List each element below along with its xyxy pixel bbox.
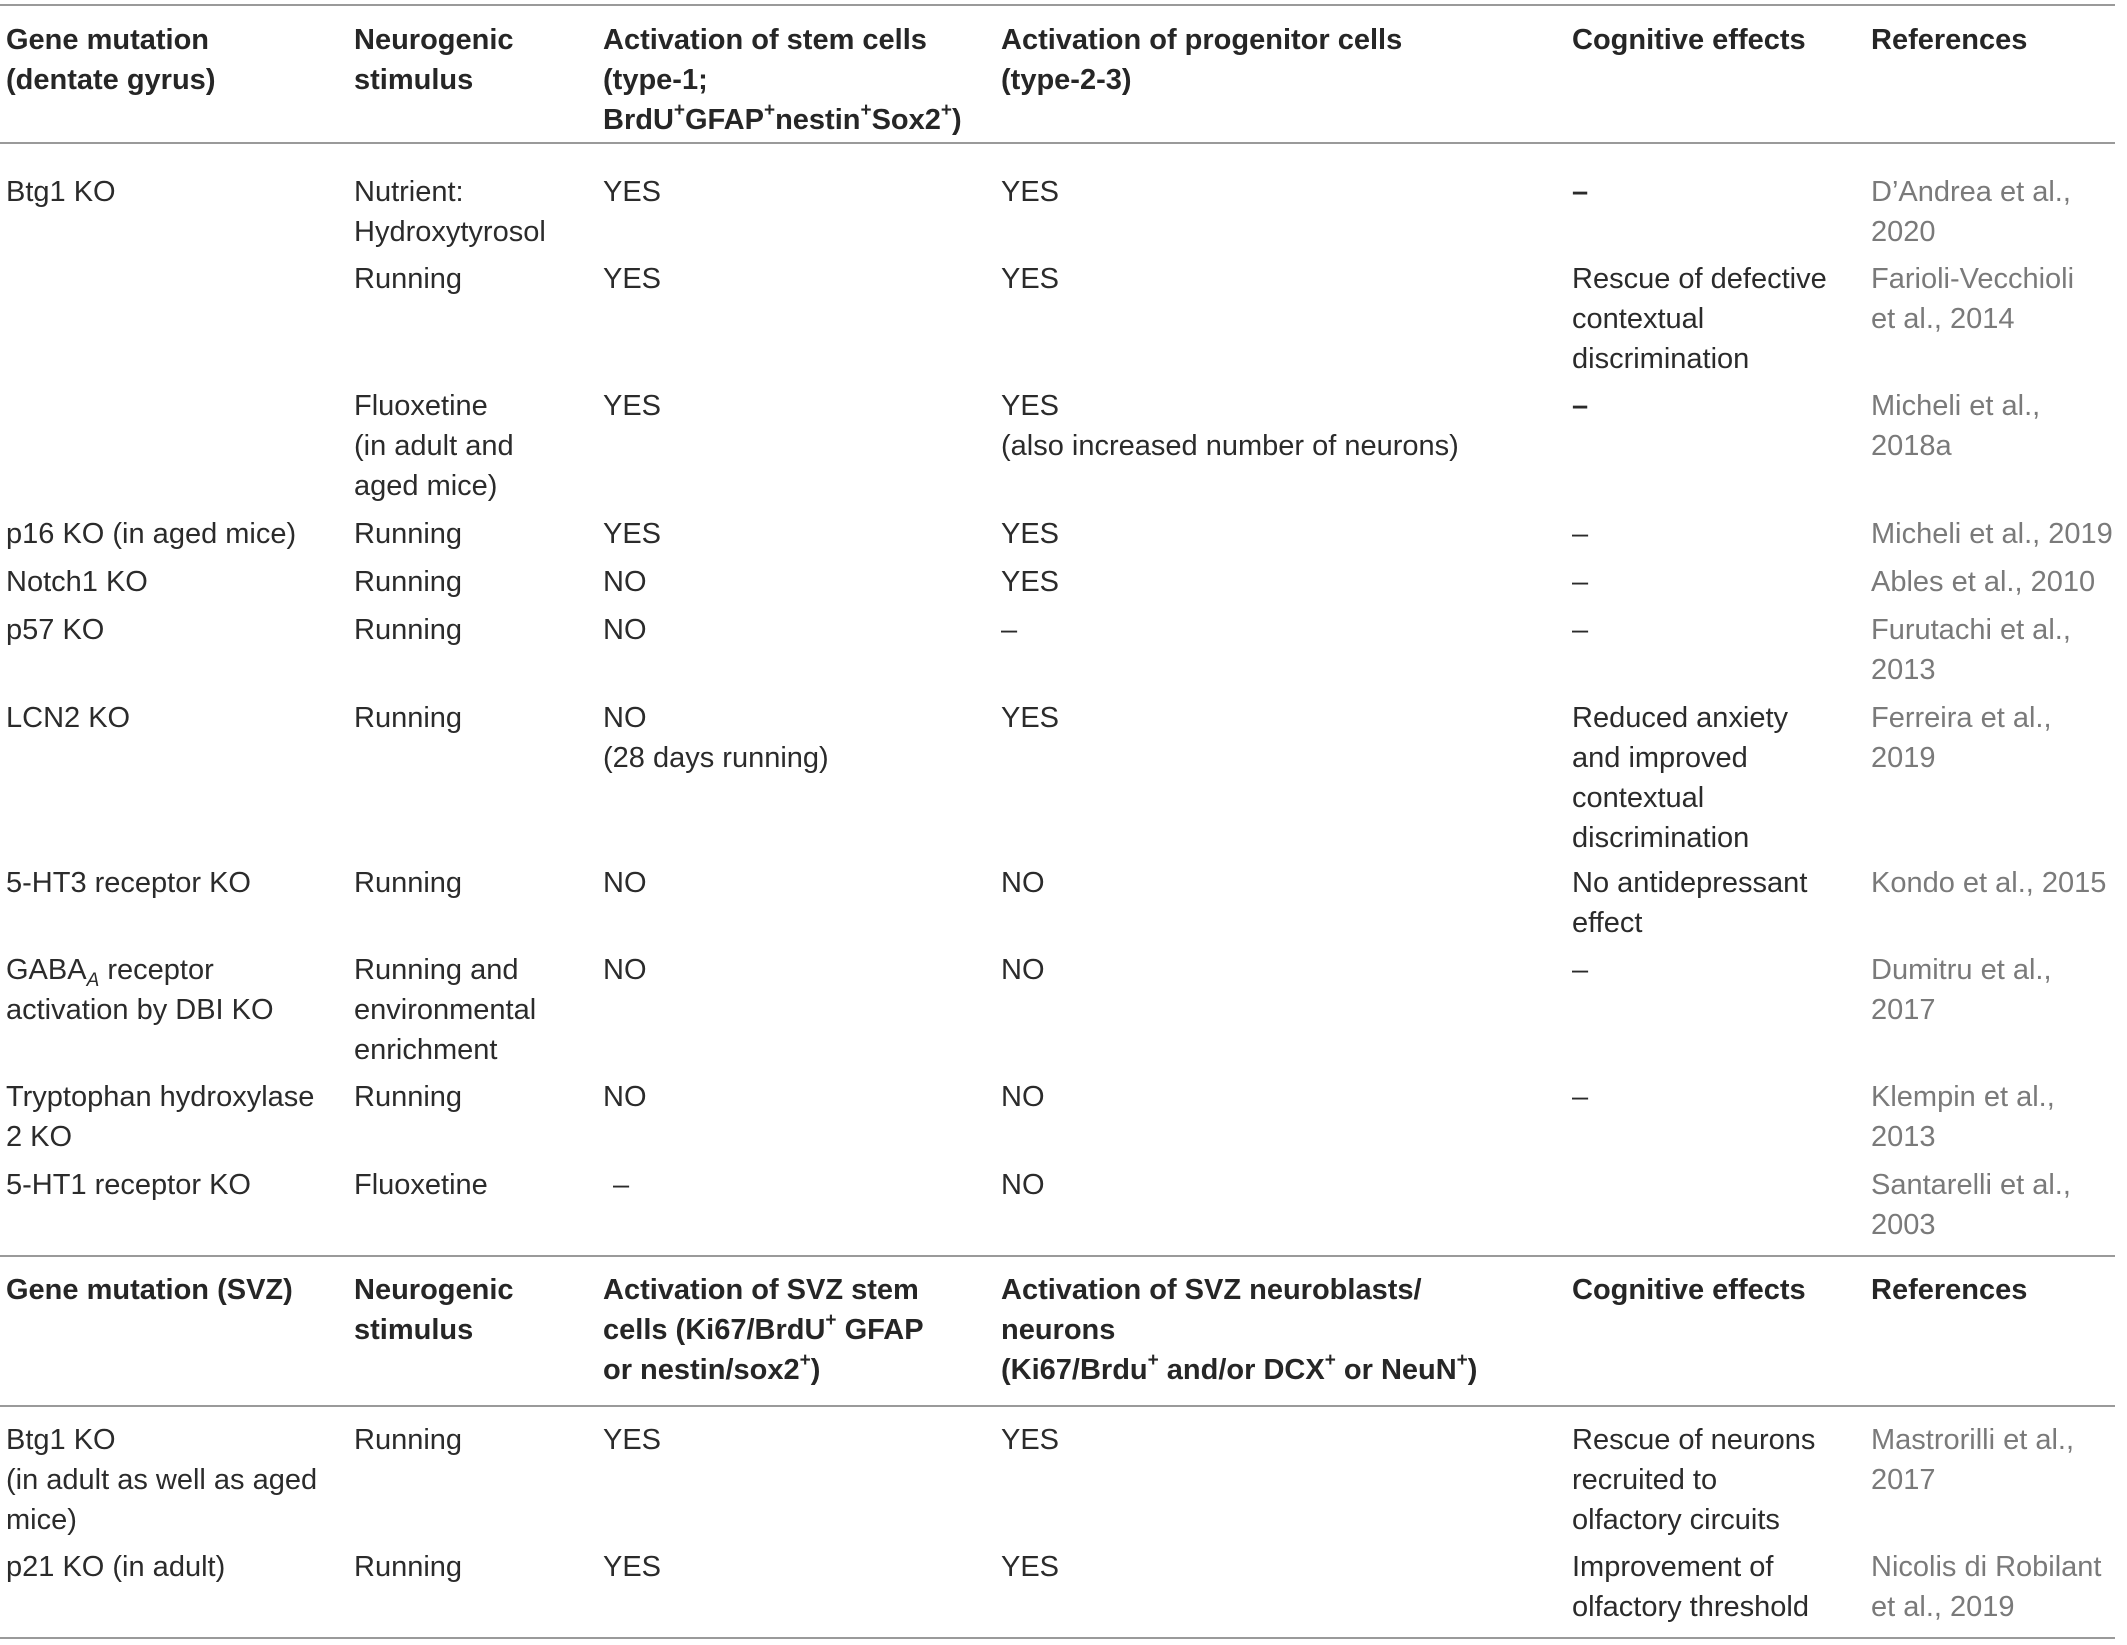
stimulus-cell: Running xyxy=(354,702,463,734)
header-cognitive-effects: Cognitive effects xyxy=(1572,24,1806,56)
gene-cell: p21 KO (in adult) xyxy=(6,1551,226,1583)
cognitive-cell: Reduced anxiety and improved contextual discrimination xyxy=(1572,702,1789,854)
cognitive-cell: – xyxy=(1572,390,1589,422)
header-stem-cell-activation: Activation of stem cells (type-1; BrdU+GFAP+nestin+Sox2+) xyxy=(603,24,962,136)
header-references-svz: References xyxy=(1871,1274,2028,1306)
stem-cell: YES xyxy=(603,390,662,422)
stimulus-cell: Nutrient: Hydroxytyrosol xyxy=(354,176,546,248)
stem-cell: – xyxy=(613,1169,630,1201)
table-bottom-rule xyxy=(0,1637,2115,1639)
reference-cell: Ferreira et al., 2019 xyxy=(1871,702,2052,774)
header-rule-svz xyxy=(0,1405,2115,1407)
gene-cell: Tryptophan hydroxylase 2 KO xyxy=(6,1081,315,1153)
reference-cell: Furutachi et al., 2013 xyxy=(1871,614,2071,686)
stem-cell: YES xyxy=(603,1424,662,1456)
gene-cell: Btg1 KO xyxy=(6,176,116,208)
gene-cell: p16 KO (in aged mice) xyxy=(6,518,297,550)
stem-cell: NO (28 days running) xyxy=(603,702,829,774)
cognitive-cell: Rescue of defective contextual discrimination xyxy=(1572,263,1827,375)
stimulus-cell: Running xyxy=(354,614,463,646)
stem-cell: NO xyxy=(603,867,647,899)
progenitor-cell: YES xyxy=(1001,518,1060,550)
progenitor-cell: YES (also increased number of neurons) xyxy=(1001,390,1459,462)
header-neurogenic-stimulus: Neurogenic stimulus xyxy=(354,24,514,96)
progenitor-cell: YES xyxy=(1001,263,1060,295)
reference-cell: Klempin et al., 2013 xyxy=(1871,1081,2055,1153)
header-cognitive-effects-svz: Cognitive effects xyxy=(1572,1274,1806,1306)
progenitor-cell: YES xyxy=(1001,1551,1060,1583)
stem-cell: NO xyxy=(603,1081,647,1113)
table-top-rule xyxy=(0,4,2115,6)
header-progenitor-activation: Activation of progenitor cells (type-2-3) xyxy=(1001,24,1403,96)
progenitor-cell: YES xyxy=(1001,566,1060,598)
reference-cell: Farioli-Vecchioli et al., 2014 xyxy=(1871,263,2075,335)
stem-cell: YES xyxy=(603,1551,662,1583)
stimulus-cell: Running xyxy=(354,1551,463,1583)
stimulus-cell: Running and environmental enrichment xyxy=(354,954,537,1066)
header-neurogenic-stimulus-svz: Neurogenic stimulus xyxy=(354,1274,514,1346)
cognitive-cell: – xyxy=(1572,176,1589,208)
stem-cell: NO xyxy=(603,954,647,986)
stimulus-cell: Running xyxy=(354,867,463,899)
progenitor-cell: NO xyxy=(1001,1169,1045,1201)
cognitive-cell: – xyxy=(1572,614,1589,646)
reference-cell: Kondo et al., 2015 xyxy=(1871,867,2107,899)
progenitor-cell: YES xyxy=(1001,702,1060,734)
stimulus-cell: Fluoxetine (in adult and aged mice) xyxy=(354,390,514,502)
stem-cell: NO xyxy=(603,614,647,646)
gene-cell: Notch1 KO xyxy=(6,566,148,598)
stimulus-cell: Running xyxy=(354,1424,463,1456)
stem-cell: YES xyxy=(603,518,662,550)
header-gene-mutation: Gene mutation (dentate gyrus) xyxy=(6,24,216,96)
progenitor-cell: NO xyxy=(1001,867,1045,899)
gene-cell: 5-HT1 receptor KO xyxy=(6,1169,251,1201)
cognitive-cell: Rescue of neurons recruited to olfactory circuits xyxy=(1572,1424,1816,1536)
progenitor-cell: NO xyxy=(1001,1081,1045,1113)
reference-cell: Nicolis di Robilant et al., 2019 xyxy=(1871,1551,2102,1623)
cognitive-cell: – xyxy=(1572,1081,1589,1113)
cognitive-cell: – xyxy=(1572,954,1589,986)
cognitive-cell: Improvement of olfactory threshold xyxy=(1572,1551,1809,1623)
stimulus-cell: Running xyxy=(354,518,463,550)
reference-cell: Micheli et al., 2019 xyxy=(1871,518,2113,550)
gene-cell: 5-HT3 receptor KO xyxy=(6,867,251,899)
header-rule xyxy=(0,142,2115,144)
progenitor-cell: YES xyxy=(1001,1424,1060,1456)
reference-cell: Mastrorilli et al., 2017 xyxy=(1871,1424,2075,1496)
stem-cell: NO xyxy=(603,566,647,598)
reference-cell: Micheli et al., 2018a xyxy=(1871,390,2041,462)
stimulus-cell: Running xyxy=(354,566,463,598)
reference-cell: Ables et al., 2010 xyxy=(1871,566,2096,598)
cognitive-cell: – xyxy=(1572,566,1589,598)
header-svz-stem-activation: Activation of SVZ stem cells (Ki67/BrdU+ GFAP or nestin/sox2+) xyxy=(603,1274,924,1386)
header-svz-neuroblast-activation: Activation of SVZ neuroblasts/ neurons (Ki67/Brdu+ and/or DCX+ or NeuN+) xyxy=(1001,1274,1478,1386)
cognitive-cell: No antidepressant effect xyxy=(1572,867,1808,939)
reference-cell: D’Andrea et al., 2020 xyxy=(1871,176,2071,248)
progenitor-cell: – xyxy=(1001,614,1018,646)
header-gene-mutation-svz: Gene mutation (SVZ) xyxy=(6,1274,293,1306)
stem-cell: YES xyxy=(603,263,662,295)
progenitor-cell: NO xyxy=(1001,954,1045,986)
cognitive-cell: – xyxy=(1572,518,1589,550)
header-references: References xyxy=(1871,24,2028,56)
reference-cell: Santarelli et al., 2003 xyxy=(1871,1169,2071,1241)
stimulus-cell: Running xyxy=(354,1081,463,1113)
stimulus-cell: Fluoxetine xyxy=(354,1169,488,1201)
stimulus-cell: Running xyxy=(354,263,463,295)
stem-cell: YES xyxy=(603,176,662,208)
progenitor-cell: YES xyxy=(1001,176,1060,208)
gene-cell: Btg1 KO (in adult as well as aged mice) xyxy=(6,1424,318,1536)
gene-cell: $GABA_A$ receptor activation by DBI KO xyxy=(6,954,274,1026)
gene-cell: LCN2 KO xyxy=(6,702,131,734)
reference-cell: Dumitru et al., 2017 xyxy=(1871,954,2052,1026)
section-rule xyxy=(0,1255,2115,1257)
gene-cell: p57 KO xyxy=(6,614,105,646)
